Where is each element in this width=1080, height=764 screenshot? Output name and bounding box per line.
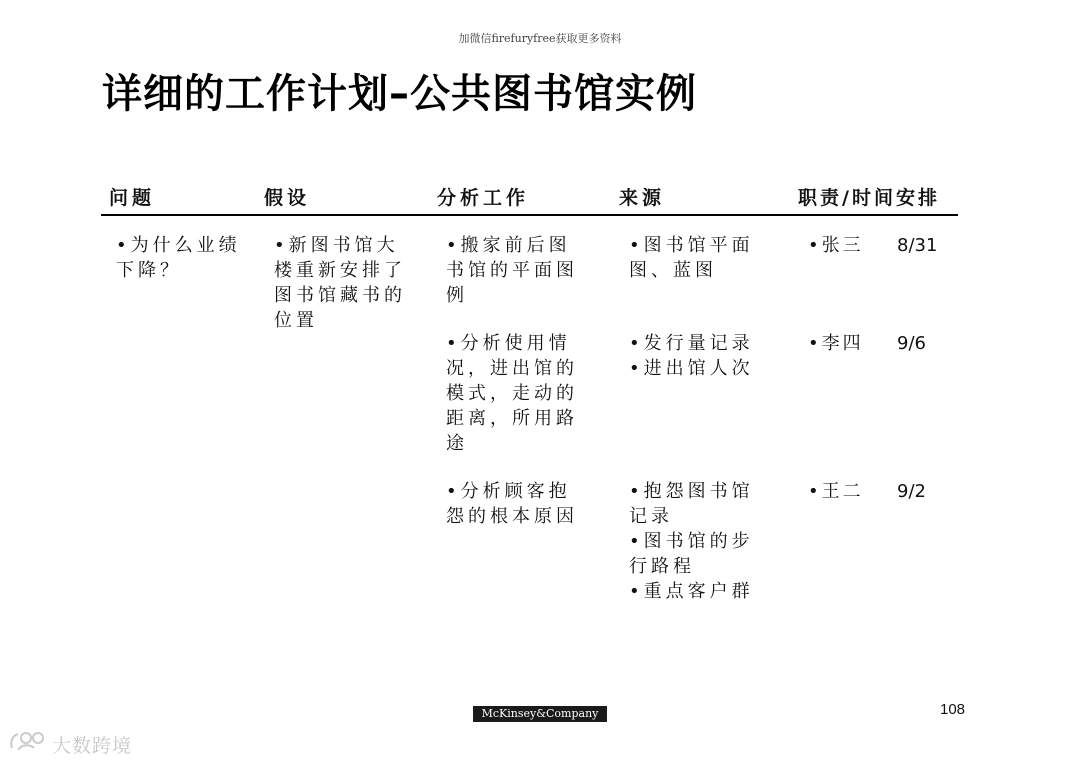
top-note: 加微信firefuryfree获取更多资料 [458, 32, 622, 45]
analysis-line: •搬家前后图 [446, 235, 571, 256]
source-line: •重点客户群 [629, 581, 754, 602]
analysis-line: 怨的根本原因 [446, 506, 578, 527]
header-question: 问题 [109, 187, 156, 209]
page-title: 详细的工作计划–公共图书馆实例 [102, 71, 697, 117]
owner-name: •王二 [808, 481, 864, 502]
question-line: •为什么业绩 [116, 235, 241, 256]
source-line: •图书馆平面 [629, 235, 754, 256]
source-cell [629, 331, 754, 381]
source-line: •进出馆人次 [629, 358, 754, 379]
header-owner-timing: 职责/时间安排 [798, 187, 940, 209]
source-line: 图、蓝图 [629, 260, 717, 281]
question-line: 下降？ [116, 260, 182, 281]
hypothesis-line: 位置 [274, 310, 318, 331]
owner-name: •张三 [808, 235, 864, 256]
analysis-cell [446, 331, 578, 456]
hypothesis-line: 楼重新安排了 [274, 260, 406, 281]
question-cell [116, 233, 241, 283]
due-date: 8/31 [897, 235, 938, 256]
due-date: 9/6 [897, 333, 926, 354]
source-line: •抱怨图书馆 [629, 481, 754, 502]
analysis-cell [446, 479, 578, 529]
analysis-line: 例 [446, 285, 468, 306]
source-cell [629, 479, 754, 604]
page-number: 108 [940, 701, 966, 718]
analysis-line: •分析使用情 [446, 333, 571, 354]
analysis-cell [446, 233, 578, 308]
analysis-line: 模式，走动的 [446, 383, 578, 404]
source-line: 记录 [629, 506, 673, 527]
wechat-brand-icon [8, 730, 48, 758]
watermark [8, 731, 132, 757]
analysis-line: 途 [446, 433, 468, 454]
hypothesis-cell [274, 233, 406, 333]
analysis-line: 况，进出馆的 [446, 358, 578, 379]
watermark-text: 大数跨境 [52, 734, 133, 757]
owner-name: •李四 [808, 333, 864, 354]
header-hypothesis: 假设 [264, 187, 311, 209]
due-date: 9/2 [897, 481, 926, 502]
source-line: •图书馆的步 [629, 531, 754, 552]
analysis-line: •分析顾客抱 [446, 481, 571, 502]
analysis-line: 书馆的平面图 [446, 260, 578, 281]
source-line: 行路程 [629, 556, 695, 577]
hypothesis-line: 图书馆藏书的 [274, 285, 406, 306]
source-cell [629, 233, 754, 283]
header-source: 来源 [619, 187, 666, 209]
header-divider [101, 214, 958, 216]
header-analysis: 分析工作 [437, 187, 530, 209]
mckinsey-logo: McKinsey&Company [473, 706, 607, 722]
source-line: •发行量记录 [629, 333, 754, 354]
analysis-line: 距离，所用路 [446, 408, 578, 429]
hypothesis-line: •新图书馆大 [274, 235, 399, 256]
